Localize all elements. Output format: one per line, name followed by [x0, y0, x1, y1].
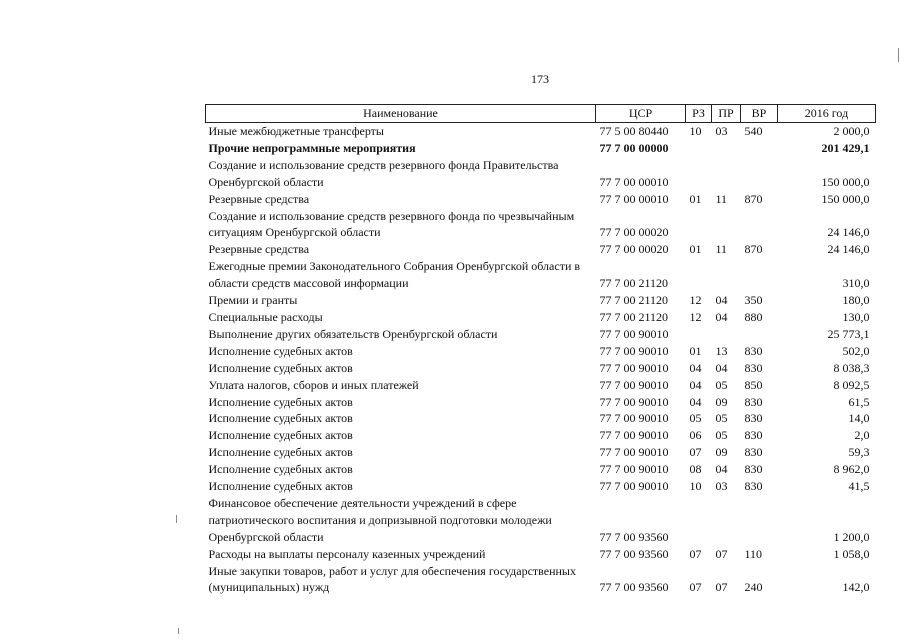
cell-csr: 77 7 00 90010	[599, 343, 669, 358]
cell-csr: 77 7 00 90010	[599, 360, 669, 375]
cell-vr: 830	[744, 360, 763, 375]
cell-rz	[686, 495, 712, 546]
cell-rz	[686, 208, 712, 242]
cell-value: 150 000,0	[821, 191, 870, 206]
cell-value: 24 146,0	[827, 242, 870, 257]
cell-name: Ежегодные премии Законодательного Собрания Оренбургской области в области средств массовой информации	[208, 259, 581, 291]
cell-rz: 10	[689, 124, 702, 138]
cell-csr: 77 7 00 93560	[599, 546, 669, 561]
cell-name: Иные закупки товаров, работ и услуг для обеспечения государственных (муниципальных) нужд	[208, 563, 576, 595]
table-header-row	[206, 105, 876, 123]
cell-vr	[741, 326, 778, 343]
cell-rz	[686, 157, 712, 191]
cell-csr: 77 7 00 00020	[599, 225, 669, 240]
cell-pr: 13	[715, 343, 728, 358]
cell-rz: 05	[689, 411, 702, 426]
cell-csr: 77 7 00 00010	[599, 191, 669, 206]
cell-pr	[712, 495, 741, 546]
cell-csr: 77 7 00 90010	[599, 377, 669, 392]
cell-csr: 77 7 00 21120	[599, 276, 669, 291]
cell-csr: 77 7 00 90010	[599, 326, 669, 341]
cell-pr	[712, 326, 741, 343]
cell-value: 59,3	[848, 445, 870, 460]
cell-rz	[686, 258, 712, 292]
cell-vr	[741, 258, 778, 292]
table-row	[206, 427, 876, 444]
cell-csr: 77 7 00 00000	[599, 140, 669, 155]
header-year: 2016 год	[778, 105, 876, 123]
cell-name: Финансовое обеспечение деятельности учреждений в сфере патриотического воспитания и допризывной подготовки молодежи Оренбургской области	[208, 495, 552, 544]
cell-name: Иные межбюджетные трансферты	[208, 124, 384, 138]
cell-value: 8 092,5	[833, 377, 870, 392]
cell-pr: 11	[715, 242, 728, 257]
cell-pr	[712, 208, 741, 242]
cell-rz: 07	[689, 445, 702, 460]
cell-vr: 870	[744, 191, 763, 206]
cell-pr: 04	[715, 293, 728, 308]
cell-pr	[712, 157, 741, 191]
cell-rz	[686, 140, 712, 157]
table-row	[206, 563, 876, 597]
cell-vr: 880	[744, 309, 763, 324]
cell-name: Исполнение судебных актов	[208, 479, 353, 494]
cell-vr	[741, 157, 778, 191]
scan-mark	[178, 628, 179, 634]
cell-name: Премии и гранты	[208, 293, 298, 308]
cell-vr	[741, 140, 778, 157]
cell-value: 25 773,1	[827, 326, 870, 341]
cell-vr: 830	[744, 343, 763, 358]
cell-rz: 01	[689, 242, 702, 257]
cell-pr: 07	[715, 580, 728, 595]
cell-vr: 830	[744, 394, 763, 409]
cell-csr: 77 7 00 21120	[599, 309, 669, 324]
cell-csr: 77 7 00 90010	[599, 462, 669, 477]
table-row	[206, 444, 876, 461]
cell-csr: 77 7 00 90010	[599, 411, 669, 426]
cell-csr: 77 7 00 93560	[599, 529, 669, 544]
cell-rz: 04	[689, 360, 702, 375]
cell-pr: 07	[715, 546, 728, 561]
cell-name: Уплата налогов, сборов и иных платежей	[208, 377, 419, 392]
cell-csr: 77 7 00 21120	[599, 293, 669, 308]
cell-vr: 830	[744, 445, 763, 460]
cell-rz: 06	[689, 428, 702, 443]
cell-value: 8 962,0	[833, 462, 870, 477]
cell-rz: 07	[689, 546, 702, 561]
cell-rz: 12	[689, 309, 702, 324]
cell-csr: 77 7 00 90010	[599, 479, 669, 494]
cell-name: Исполнение судебных актов	[208, 428, 353, 443]
page-number: 173	[531, 72, 549, 86]
cell-pr	[712, 258, 741, 292]
cell-vr	[741, 208, 778, 242]
cell-value: 61,5	[848, 394, 870, 409]
cell-pr: 05	[715, 377, 728, 392]
cell-pr: 05	[715, 411, 728, 426]
budget-table	[205, 104, 876, 596]
cell-pr: 09	[715, 445, 728, 460]
table-body	[206, 123, 876, 597]
table-row	[206, 208, 876, 242]
table-row	[206, 546, 876, 563]
table-row	[206, 495, 876, 546]
cell-pr: 05	[715, 428, 728, 443]
cell-vr: 830	[744, 428, 763, 443]
cell-vr: 830	[744, 411, 763, 426]
cell-name: Исполнение судебных актов	[208, 462, 353, 477]
cell-rz: 01	[689, 343, 702, 358]
cell-value: 502,0	[842, 343, 870, 358]
cell-name: Расходы на выплаты персоналу казенных учреждений	[208, 546, 486, 561]
table-row	[206, 410, 876, 427]
table-row	[206, 140, 876, 157]
cell-vr: 850	[744, 377, 763, 392]
cell-pr	[712, 140, 741, 157]
cell-value: 1 058,0	[833, 546, 870, 561]
cell-value: 180,0	[842, 293, 870, 308]
cell-value: 2,0	[854, 428, 870, 443]
cell-rz: 07	[689, 580, 702, 595]
header-name: Наименование	[206, 105, 596, 123]
cell-vr: 870	[744, 242, 763, 257]
table-row	[206, 478, 876, 495]
cell-pr: 09	[715, 394, 728, 409]
cell-name: Исполнение судебных актов	[208, 343, 353, 358]
cell-value: 8 038,3	[833, 360, 870, 375]
table-row	[206, 241, 876, 258]
table-row	[206, 292, 876, 309]
cell-csr: 77 7 00 00010	[599, 174, 669, 189]
table-row	[206, 123, 876, 140]
cell-pr: 04	[715, 462, 728, 477]
scan-mark	[898, 48, 899, 62]
cell-name: Прочие непрограммные мероприятия	[208, 140, 416, 155]
cell-vr: 830	[744, 479, 763, 494]
cell-name: Выполнение других обязательств Оренбургской области	[208, 326, 498, 341]
cell-value: 142,0	[842, 580, 870, 595]
cell-value: 130,0	[842, 309, 870, 324]
cell-name: Исполнение судебных актов	[208, 411, 353, 426]
table-row	[206, 258, 876, 292]
cell-value: 41,5	[848, 479, 870, 494]
cell-vr: 110	[744, 546, 763, 561]
cell-value: 310,0	[842, 276, 870, 291]
cell-rz: 08	[689, 462, 702, 477]
cell-rz: 01	[689, 191, 702, 206]
cell-name: Специальные расходы	[208, 309, 323, 324]
cell-value: 2 000,0	[833, 124, 870, 138]
cell-name: Резервные средства	[208, 242, 310, 257]
cell-pr: 03	[715, 479, 728, 494]
cell-value: 150 000,0	[821, 174, 870, 189]
cell-vr: 240	[744, 580, 763, 595]
table-row	[206, 343, 876, 360]
scan-mark	[176, 515, 177, 523]
cell-rz	[686, 326, 712, 343]
cell-rz: 10	[689, 479, 702, 494]
cell-vr: 830	[744, 462, 763, 477]
table-row	[206, 394, 876, 411]
header-pr: ПР	[712, 105, 741, 123]
table-row	[206, 191, 876, 208]
header-vr: ВР	[741, 105, 778, 123]
table-row	[206, 461, 876, 478]
cell-pr: 04	[715, 309, 728, 324]
cell-value: 1 200,0	[833, 529, 870, 544]
cell-pr: 04	[715, 360, 728, 375]
table-row	[206, 157, 876, 191]
cell-csr: 77 7 00 90010	[599, 428, 669, 443]
cell-csr: 77 7 00 00020	[599, 242, 669, 257]
cell-rz: 12	[689, 293, 702, 308]
cell-name: Резервные средства	[208, 191, 310, 206]
table-row	[206, 360, 876, 377]
cell-name: Исполнение судебных актов	[208, 360, 353, 375]
table-row	[206, 377, 876, 394]
header-csr: ЦСР	[596, 105, 686, 123]
cell-pr: 11	[715, 191, 728, 206]
cell-csr: 77 7 00 90010	[599, 394, 669, 409]
cell-csr: 77 7 00 90010	[599, 445, 669, 460]
cell-name: Исполнение судебных актов	[208, 445, 353, 460]
table-row	[206, 326, 876, 343]
cell-vr: 350	[744, 293, 763, 308]
cell-csr: 77 5 00 80440	[599, 124, 669, 138]
cell-value: 14,0	[848, 411, 870, 426]
cell-value: 201 429,1	[821, 140, 870, 155]
cell-pr: 03	[715, 124, 728, 138]
table-row	[206, 309, 876, 326]
cell-value: 24 146,0	[827, 225, 870, 240]
cell-rz: 04	[689, 394, 702, 409]
cell-vr	[741, 495, 778, 546]
cell-csr: 77 7 00 93560	[599, 580, 669, 595]
cell-name: Создание и использование средств резервного фонда по чрезвычайным ситуациям Оренбургской области	[208, 208, 575, 240]
header-rz: РЗ	[686, 105, 712, 123]
cell-name: Исполнение судебных актов	[208, 394, 353, 409]
cell-rz: 04	[689, 377, 702, 392]
cell-name: Создание и использование средств резервного фонда Правительства Оренбургской области	[208, 157, 559, 189]
cell-vr: 540	[744, 124, 763, 138]
